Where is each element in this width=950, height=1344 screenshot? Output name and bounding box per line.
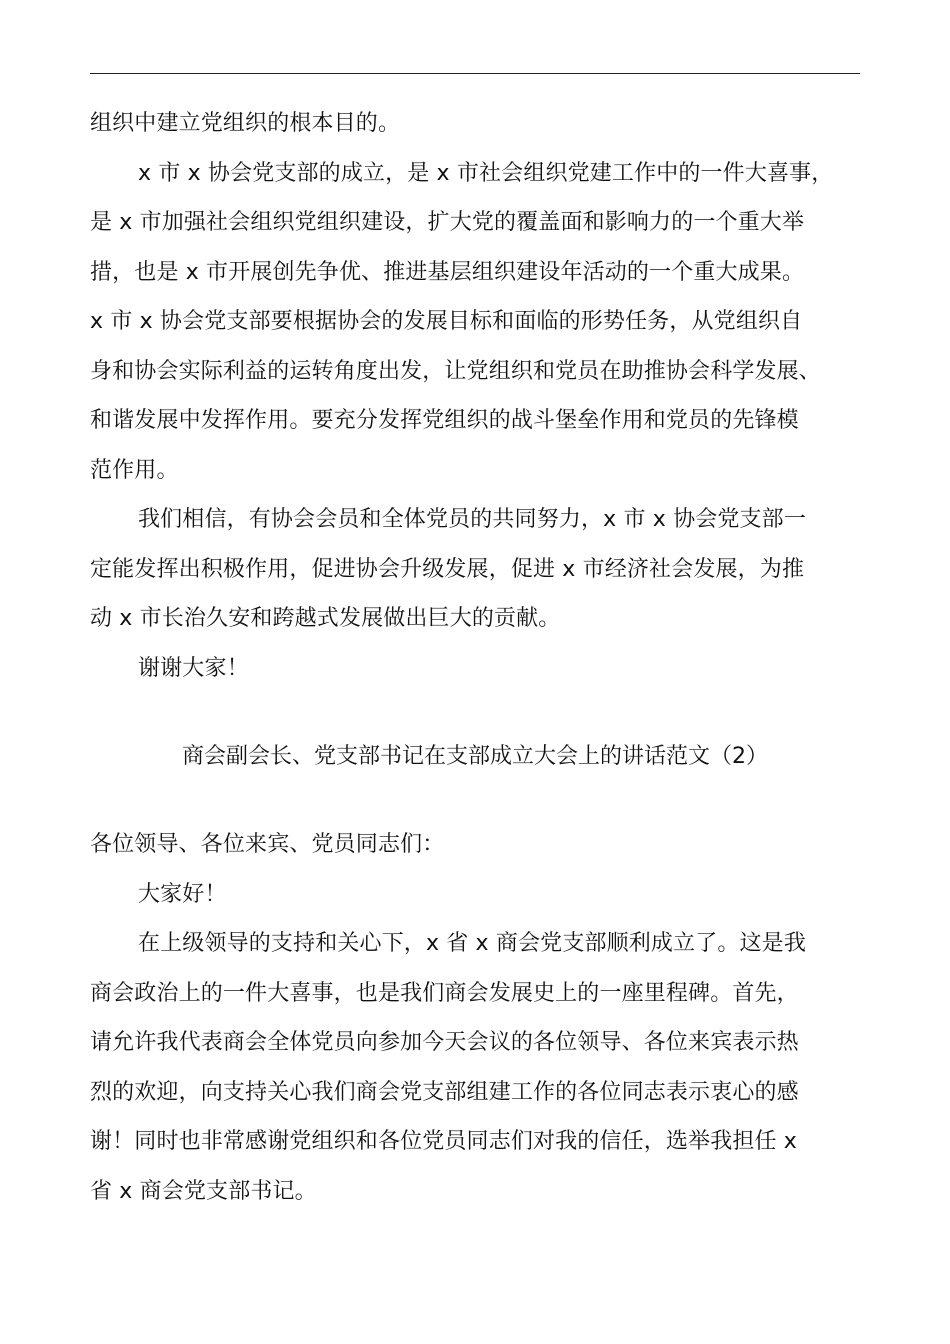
text-line: 和谐发展中发挥作用。要充分发挥党组织的战斗堡垒作用和党员的先锋模 xyxy=(90,408,799,433)
body-text-part2 xyxy=(90,820,860,1216)
text-line: 烈的欢迎，向支持关心我们商会党支部组建工作的各位同志表示衷心的感 xyxy=(90,1079,799,1105)
text-line: 范作用。 xyxy=(90,457,179,483)
greeting-line: 大家好！ xyxy=(138,881,227,907)
text-line: 是 x 市加强社会组织党组织建设，扩大党的覆盖面和影响力的一个重大举 xyxy=(90,210,805,235)
text-line: 动 x 市长治久安和跨越式发展做出巨大的贡献。 xyxy=(90,606,561,631)
text-line: 请允许我代表商会全体党员向参加今天会议的各位领导、各位来宾表示热 xyxy=(90,1030,799,1055)
salutation-line: 各位领导、各位来宾、党员同志们： xyxy=(90,832,445,857)
text-line: x 市 x 协会党支部的成立，是 x 市社会组织党建工作中的一件大喜事， xyxy=(138,160,834,186)
text-line: 商会政治上的一件大喜事，也是我们商会发展史上的一座里程碑。首先， xyxy=(90,980,799,1006)
text-line: 在上级领导的支持和关心下，x 省 x 商会党支部顺利成立了。这是我 xyxy=(138,931,806,956)
body-text-part1 xyxy=(90,99,860,693)
text-line: 措，也是 x 市开展创先争优、推进基层组织建设年活动的一个重大成果。 xyxy=(90,259,805,285)
text-line: x 市 x 协会党支部要根据协会的发展目标和面临的形势任务，从党组织自 xyxy=(90,309,803,334)
closing-line: 谢谢大家！ xyxy=(138,655,249,681)
text-line: 谢！同时也非常感谢党组织和各位党员同志们对我的信任，选举我担任 x xyxy=(90,1129,797,1154)
text-line: 省 x 商会党支部书记。 xyxy=(90,1178,317,1204)
section-title: 商会副会长、党支部书记在支部成立大会上的讲话范文（2） xyxy=(182,744,768,769)
text-line: 身和协会实际利益的运转角度出发，让党组织和党员在助推协会科学发展、 xyxy=(90,358,821,384)
text-line: 定能发挥出积极作用，促进协会升级发展，促进 x 市经济社会发展，为推 xyxy=(90,556,805,582)
text-line: 我们相信，有协会会员和全体党员的共同努力，x 市 x 协会党支部一 xyxy=(138,507,806,532)
header-rule xyxy=(90,73,860,74)
text-line: 组织中建立党组织的根本目的。 xyxy=(90,111,401,136)
